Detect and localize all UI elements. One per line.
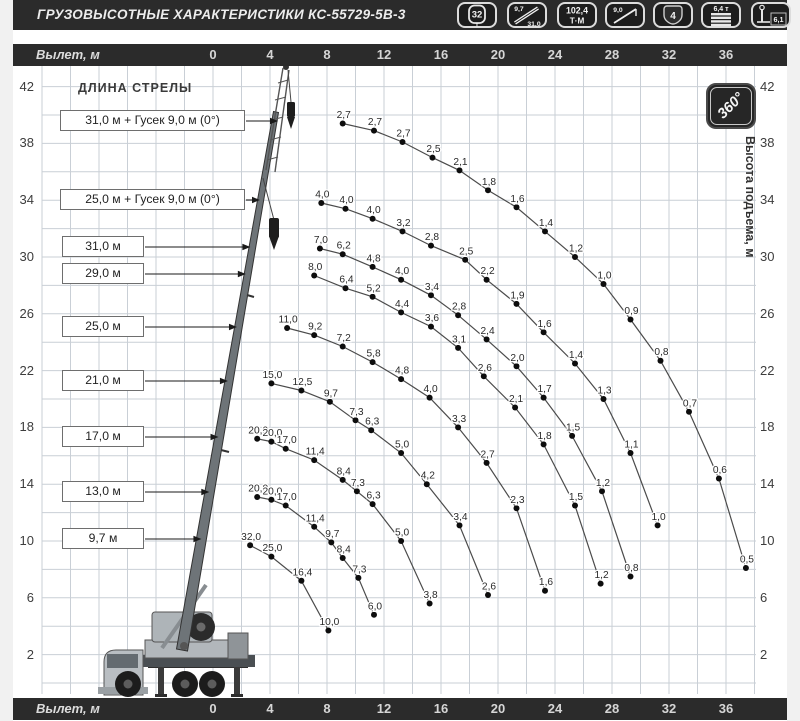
point-load-label: 3,6 — [424, 313, 440, 325]
data-point — [340, 555, 346, 561]
data-point — [541, 441, 547, 447]
data-point — [284, 325, 290, 331]
point-load-label: 12,5 — [292, 377, 313, 388]
point-load-label: 0,9 — [624, 306, 639, 317]
point-load-label: 6,0 — [367, 601, 383, 613]
data-point — [628, 574, 634, 580]
data-point — [428, 243, 434, 249]
data-point — [455, 424, 461, 430]
boom-length-callout-2: 31,0 м — [62, 236, 144, 257]
point-load-label: 9,7 — [325, 528, 340, 540]
outrigger-leg-rear — [234, 662, 240, 696]
data-point — [457, 522, 463, 528]
page-title: ГРУЗОВЫСОТНЫЕ ХАРАКТЕРИСТИКИ КС-55729-5В-3 — [37, 7, 406, 22]
boom-length-callout-0: 31,0 м + Гусек 9,0 м (0°) — [60, 110, 245, 131]
data-point — [601, 396, 607, 402]
point-load-label: 2,1 — [453, 156, 468, 168]
boom-section-joint — [247, 295, 254, 297]
data-point — [371, 128, 377, 134]
point-load-label: 3,4 — [424, 281, 440, 293]
data-point — [340, 251, 346, 257]
data-point — [462, 257, 468, 263]
outreach-tick-32: 32 — [661, 47, 677, 62]
rotation-badge-frame — [710, 87, 752, 125]
data-point — [371, 612, 377, 618]
data-point — [353, 417, 359, 423]
data-point — [311, 273, 317, 279]
data-point — [484, 460, 490, 466]
capacity-curve-6 — [257, 439, 429, 604]
boom-length-callout-6: 17,0 м — [62, 426, 144, 447]
height-tick-right-34: 34 — [760, 192, 775, 208]
data-point — [370, 294, 376, 300]
data-point — [400, 139, 406, 145]
boom-length-callout-4: 25,0 м — [62, 316, 144, 337]
height-tick-left-22: 22 — [19, 362, 34, 378]
height-tick-left-42: 42 — [19, 78, 34, 94]
data-point — [355, 575, 361, 581]
point-load-label: 1,8 — [481, 176, 497, 188]
height-tick-left-18: 18 — [19, 419, 34, 435]
point-load-label: 5,0 — [395, 527, 410, 539]
load-moment-icon — [557, 2, 597, 28]
data-point — [514, 505, 520, 511]
point-load-label: 1,1 — [624, 439, 639, 451]
data-point — [628, 317, 634, 323]
point-load-label: 3,8 — [423, 590, 438, 601]
outreach-tick-32: 32 — [661, 701, 677, 716]
point-load-label: 0,8 — [654, 347, 669, 359]
data-point — [427, 395, 433, 401]
point-load-label: 15,0 — [262, 369, 283, 381]
data-point — [484, 336, 490, 342]
boom-length-callout-3: 29,0 м — [62, 263, 144, 284]
data-point — [455, 312, 461, 318]
point-load-label: 1,0 — [597, 270, 612, 282]
point-load-label: 7,3 — [350, 477, 365, 489]
data-point — [398, 450, 404, 456]
data-point — [343, 285, 349, 291]
data-point — [398, 309, 404, 315]
load-moment-value: 102,4 — [565, 5, 589, 16]
outreach-tick-16: 16 — [433, 701, 449, 716]
point-load-label: 9,2 — [308, 321, 323, 333]
boom-length-callout-1: 25,0 м + Гусек 9,0 м (0°) — [60, 189, 245, 210]
point-load-label: 16,4 — [292, 567, 313, 579]
data-point — [514, 301, 520, 307]
data-point — [283, 446, 289, 452]
transport-height-icon — [751, 2, 791, 28]
point-load-label: 7,3 — [349, 406, 364, 418]
data-point — [311, 457, 317, 463]
max-load-value: 32 — [471, 9, 483, 21]
point-load-label: 4,4 — [395, 298, 410, 310]
point-load-label: 1,0 — [651, 511, 666, 523]
point-load-label: 5,8 — [366, 348, 381, 360]
point-load-label: 6,3 — [366, 490, 381, 502]
data-point — [354, 488, 360, 494]
data-point — [398, 538, 404, 544]
point-load-label: 0,6 — [712, 465, 727, 476]
data-point — [686, 409, 692, 415]
height-tick-left-30: 30 — [19, 249, 34, 264]
data-point — [481, 373, 487, 379]
max-load-unit: т — [475, 21, 479, 28]
weight-plate — [711, 24, 731, 26]
max-load-icon — [457, 2, 497, 28]
point-load-label: 0,8 — [624, 563, 639, 574]
point-load-label: 4,8 — [366, 253, 381, 265]
point-load-label: 6,4 — [339, 274, 354, 286]
wheel-hub — [181, 680, 190, 689]
outreach-tick-8: 8 — [323, 47, 331, 62]
data-point — [254, 436, 260, 442]
point-load-label: 11,4 — [305, 513, 325, 525]
outreach-tick-12: 12 — [376, 701, 392, 716]
data-point — [512, 405, 518, 411]
point-load-label: 1,2 — [595, 477, 611, 489]
outreach-axis-label-bottom: Вылет, м — [36, 701, 100, 716]
weight-plate — [711, 20, 731, 22]
data-point — [424, 481, 430, 487]
point-load-label: 4,0 — [339, 195, 354, 207]
point-load-label: 1,4 — [538, 217, 554, 229]
point-load-label: 2,7 — [396, 128, 411, 140]
point-load-label: 17,0 — [276, 492, 297, 503]
data-point — [457, 167, 463, 173]
height-tick-right-18: 18 — [760, 419, 775, 435]
outrigger-pad-rear — [231, 694, 243, 697]
jib-icon — [605, 2, 645, 28]
point-load-label: 1,8 — [537, 430, 552, 442]
point-load-label: 4,8 — [395, 365, 410, 377]
rotation-360-badge — [706, 83, 756, 129]
data-point — [572, 254, 578, 260]
data-point — [317, 246, 323, 252]
point-load-label: 2,4 — [480, 325, 495, 337]
height-tick-right-2: 2 — [760, 646, 768, 662]
height-tick-left-38: 38 — [19, 135, 34, 151]
outreach-tick-36: 36 — [718, 47, 734, 62]
point-load-label: 8,0 — [308, 262, 323, 273]
height-tick-left-6: 6 — [26, 589, 34, 605]
height-tick-left-2: 2 — [26, 646, 34, 662]
data-point — [601, 281, 607, 287]
point-load-label: 11,4 — [305, 446, 325, 458]
data-point — [514, 363, 520, 369]
data-point — [398, 376, 404, 382]
boom-length-group-title: ДЛИНА СТРЕЛЫ — [78, 81, 193, 95]
weight-plate — [711, 13, 731, 15]
point-load-label: 2,2 — [480, 266, 495, 278]
data-point — [430, 155, 436, 161]
point-load-label: 20,0 — [248, 425, 269, 437]
point-load-label: 3,4 — [453, 511, 468, 523]
point-load-label: 2,7 — [367, 117, 383, 129]
counterweight-block — [228, 633, 248, 659]
point-load-label: 2,1 — [509, 394, 524, 405]
data-point — [254, 494, 260, 500]
data-point — [599, 488, 605, 494]
data-point — [340, 477, 346, 483]
data-point — [370, 501, 376, 507]
outreach-tick-4: 4 — [266, 47, 274, 62]
point-load-label: 1,6 — [510, 193, 525, 205]
data-point — [716, 476, 722, 482]
data-point — [542, 588, 548, 594]
boom-pivot — [180, 642, 188, 650]
data-point — [428, 324, 434, 330]
data-point — [370, 359, 376, 365]
point-load-label: 7,0 — [313, 235, 328, 246]
sections-icon — [653, 2, 693, 28]
cab-window — [107, 654, 138, 668]
height-tick-right-10: 10 — [760, 533, 775, 548]
data-point — [327, 399, 333, 405]
point-load-label: 1,3 — [597, 385, 612, 397]
point-load-label: 9,7 — [323, 388, 338, 400]
counterweight-icon — [701, 2, 741, 28]
data-point — [311, 332, 317, 338]
data-point — [572, 361, 578, 367]
weight-plate — [711, 17, 731, 19]
data-point — [542, 228, 548, 234]
point-load-label: 4,0 — [395, 266, 410, 278]
data-point — [318, 200, 324, 206]
data-point — [569, 433, 575, 439]
height-tick-right-42: 42 — [760, 78, 775, 94]
point-load-label: 2,8 — [424, 232, 440, 244]
data-point — [484, 277, 490, 283]
point-load-label: 2,7 — [480, 449, 495, 461]
height-tick-left-34: 34 — [19, 192, 34, 208]
data-point — [268, 554, 274, 560]
point-load-label: 5,0 — [395, 439, 410, 451]
data-point — [598, 581, 604, 587]
point-load-label: 1,6 — [538, 577, 554, 589]
data-point — [628, 450, 634, 456]
data-point — [311, 524, 317, 530]
point-load-label: 1,5 — [566, 422, 581, 434]
data-point — [343, 206, 349, 212]
height-axis-label: Высота подъема, м — [743, 136, 757, 258]
data-point — [514, 204, 520, 210]
data-point — [398, 277, 404, 283]
boom-length-callout-7: 13,0 м — [62, 481, 144, 502]
outreach-tick-8: 8 — [323, 701, 331, 716]
boom-range-icon — [507, 2, 547, 28]
outreach-tick-28: 28 — [604, 47, 620, 62]
point-load-label: 0,7 — [682, 398, 698, 410]
point-load-label: 5,2 — [366, 283, 381, 295]
crane-bed — [145, 640, 240, 658]
point-load-label: 1,2 — [594, 570, 609, 582]
data-point — [541, 329, 547, 335]
wheel-hub — [208, 680, 217, 689]
point-load-label: 0,5 — [739, 554, 754, 566]
data-point — [368, 427, 374, 433]
data-point — [283, 503, 289, 509]
point-load-label: 3,3 — [452, 413, 467, 425]
data-point — [658, 358, 664, 364]
point-load-label: 2,3 — [510, 494, 525, 506]
outreach-axis-label-top: Вылет, м — [36, 47, 100, 62]
point-load-label: 20,0 — [262, 486, 283, 498]
boom-length-callout-5: 21,0 м — [62, 370, 144, 391]
data-point — [743, 565, 749, 571]
data-point — [485, 187, 491, 193]
data-point — [428, 292, 434, 298]
point-load-label: 2,8 — [452, 301, 467, 313]
height-tick-left-14: 14 — [19, 476, 34, 492]
point-load-label: 1,4 — [568, 350, 584, 361]
data-point — [370, 264, 376, 270]
point-load-label: 1,2 — [568, 243, 584, 255]
point-load-label: 2,6 — [481, 581, 497, 593]
point-load-label: 4,2 — [420, 470, 435, 482]
load-moment-unit: Т·М — [569, 16, 585, 26]
boom-min-length: 9,7 — [514, 6, 524, 13]
point-load-label: 7,2 — [336, 333, 351, 344]
outreach-tick-36: 36 — [718, 701, 734, 716]
data-point — [268, 439, 274, 445]
data-point — [328, 539, 334, 545]
wheel-hub — [124, 680, 133, 689]
point-load-label: 8,4 — [336, 544, 351, 556]
main-hook-cable — [263, 178, 274, 220]
point-load-label: 1,7 — [537, 384, 552, 396]
point-load-label: 4,0 — [315, 189, 330, 201]
point-load-label: 4,0 — [366, 205, 381, 217]
height-tick-right-30: 30 — [760, 249, 775, 264]
header-bar — [13, 0, 787, 30]
boom-max-length: 31,0 — [527, 21, 541, 28]
outrigger-leg-front — [158, 664, 164, 695]
jib-length-value: 9,0 — [613, 7, 623, 14]
outreach-tick-12: 12 — [376, 47, 392, 62]
rotation-badge-text: 360° — [714, 89, 748, 123]
point-load-label: 3,2 — [396, 217, 411, 229]
outreach-tick-20: 20 — [490, 47, 506, 62]
point-load-label: 17,0 — [276, 435, 297, 447]
data-point — [427, 601, 433, 607]
point-load-label: 2,5 — [426, 144, 441, 156]
point-load-label: 7,3 — [352, 564, 367, 576]
counterweight-value: 6,4 т — [713, 6, 729, 13]
point-load-label: 1,6 — [537, 318, 552, 330]
point-load-label: 11,0 — [278, 314, 298, 326]
point-load-label: 2,6 — [477, 362, 492, 374]
data-point — [572, 503, 578, 509]
height-tick-right-26: 26 — [760, 305, 775, 321]
point-load-label: 10,0 — [319, 617, 340, 628]
point-load-label: 1,5 — [568, 492, 584, 503]
outrigger-pad-front — [155, 694, 167, 697]
data-point — [247, 542, 253, 548]
data-point — [340, 344, 346, 350]
point-load-label: 8,4 — [336, 466, 351, 478]
point-load-label: 6,3 — [365, 416, 380, 428]
outreach-tick-28: 28 — [604, 701, 620, 716]
height-tick-left-26: 26 — [19, 305, 34, 321]
jib-hook-block — [287, 102, 295, 117]
height-tick-right-38: 38 — [760, 135, 775, 151]
point-load-label: 1,9 — [510, 290, 525, 302]
height-tick-right-14: 14 — [760, 476, 775, 492]
data-point — [298, 388, 304, 394]
height-tick-right-22: 22 — [760, 362, 775, 378]
data-point — [370, 216, 376, 222]
height-tick-right-6: 6 — [760, 589, 768, 605]
point-load-label: 2,7 — [336, 110, 351, 121]
height-tick-left-10: 10 — [19, 533, 34, 548]
data-point — [541, 395, 547, 401]
sections-value: 4 — [670, 11, 676, 22]
outreach-tick-0: 0 — [209, 47, 217, 62]
point-load-label: 20,0 — [248, 483, 269, 495]
point-load-label: 2,0 — [510, 352, 525, 364]
transport-height-value: 6,1 — [773, 15, 784, 24]
outreach-tick-16: 16 — [433, 47, 449, 62]
data-point — [655, 522, 661, 528]
data-point — [268, 497, 274, 503]
outreach-tick-0: 0 — [209, 701, 217, 716]
data-point — [340, 121, 346, 127]
point-load-label: 2,5 — [459, 246, 474, 258]
point-load-label: 32,0 — [241, 531, 262, 543]
main-hook-block — [269, 218, 279, 238]
outreach-tick-4: 4 — [266, 701, 274, 716]
point-load-label: 3,1 — [452, 334, 467, 346]
capacity-curve-8 — [250, 545, 328, 630]
boom-length-callout-8: 9,7 м — [62, 528, 144, 549]
outreach-tick-24: 24 — [547, 47, 563, 62]
point-load-label: 25,0 — [262, 543, 283, 555]
point-load-label: 4,0 — [423, 384, 438, 396]
outreach-tick-24: 24 — [547, 701, 563, 716]
point-load-label: 6,2 — [336, 240, 351, 252]
point-load-label: 20,0 — [262, 428, 283, 440]
hoist-drum-hub — [197, 623, 206, 632]
jib-hook-cable — [288, 70, 291, 102]
data-point — [485, 592, 491, 598]
data-point — [298, 578, 304, 584]
jib-hook — [287, 117, 295, 129]
outreach-tick-20: 20 — [490, 701, 506, 716]
data-point — [325, 628, 331, 634]
data-point — [455, 345, 461, 351]
capacity-curve-0 — [343, 124, 746, 569]
data-point — [400, 228, 406, 234]
data-point — [268, 380, 274, 386]
boom-section-joint — [221, 450, 229, 452]
